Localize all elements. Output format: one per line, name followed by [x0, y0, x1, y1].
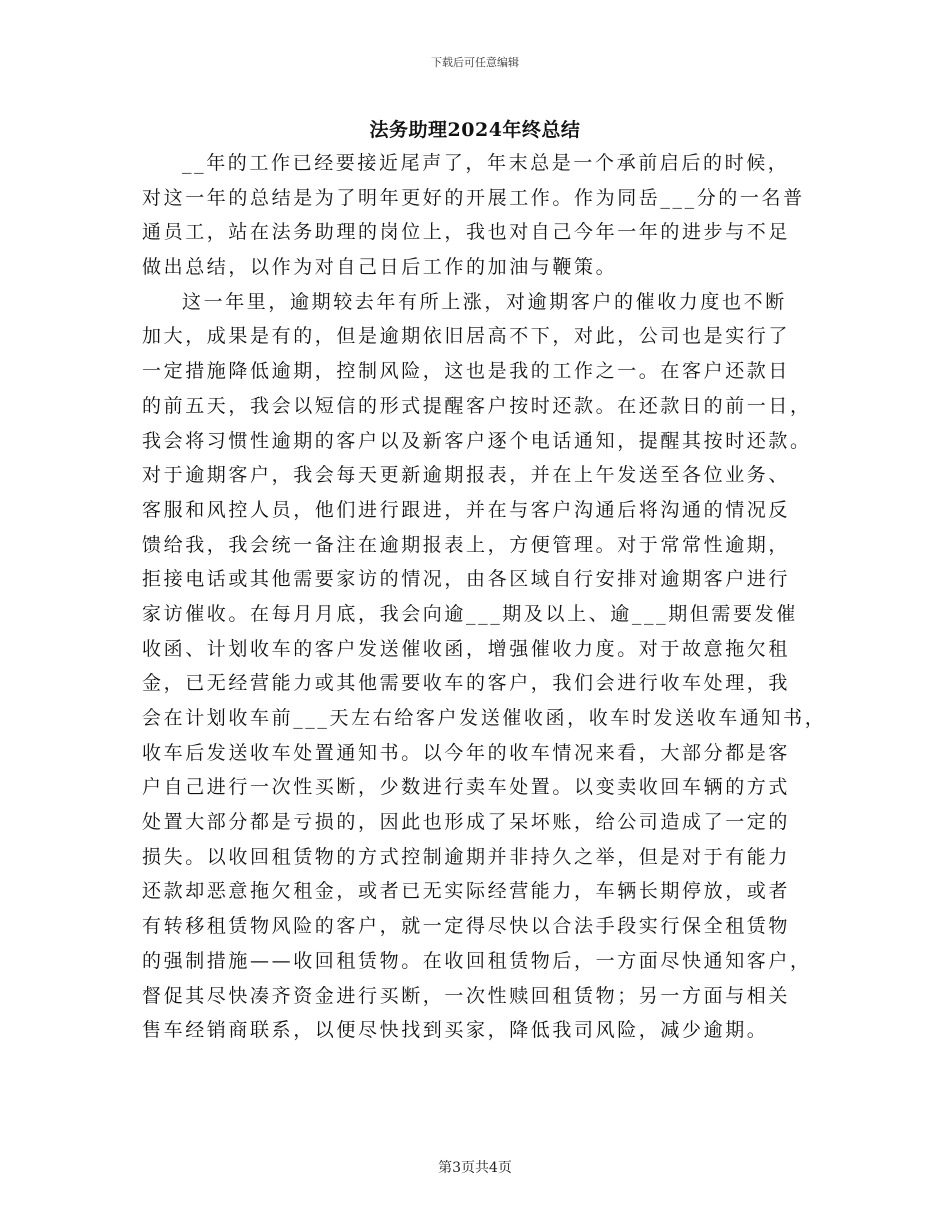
body-line: 损失。以收回租赁物的方式控制逾期并非持久之举，但是对于有能力: [142, 845, 791, 868]
body-line: 会在计划收车前___天左右给客户发送催收函，收车时发送收车通知书，: [142, 707, 827, 729]
body-line: 通员工，站在法务助理的岗位上，我也对自己今年一年的进步与不足: [142, 221, 791, 244]
body-line: 收车后发送收车处置通知书。以今年的收车情况来看，大部分都是客: [142, 741, 791, 764]
document-title: 法务助理2024年终总结: [369, 119, 581, 141]
body-line: 加大，成果是有的，但是逾期依旧居高不下，对此，公司也是实行了: [142, 325, 791, 348]
body-line: 对这一年的总结是为了明年更好的开展工作。作为同岳___分的一名普: [142, 186, 805, 209]
body-line: 处置大部分都是亏损的，因此也形成了呆坏账，给公司造成了一定的: [142, 811, 791, 834]
body-line: __年的工作已经要接近尾声了，年末总是一个承前启后的时候，: [182, 152, 790, 174]
page-number: 第3页共4页: [438, 1160, 512, 1176]
body-line: 拒接电话或其他需要家访的情况，由各区域自行安排对逾期客户进行: [142, 568, 791, 591]
body-line: 馈给我，我会统一备注在逾期报表上，方便管理。对于常常性逾期，: [142, 533, 791, 556]
body-line: 收函、计划收车的客户发送催收函，增强催收力度。对于故意拖欠租: [142, 637, 791, 660]
document-body: [142, 146, 827, 1048]
body-line: 一定措施降低逾期，控制风险，这也是我的工作之一。在客户还款日: [142, 360, 791, 383]
body-line: 我会将习惯性逾期的客户以及新客户逐个电话通知，提醒其按时还款。: [142, 429, 812, 452]
body-line: 金，已无经营能力或其他需要收车的客户，我们会进行收车处理，我: [142, 672, 791, 695]
body-line: 这一年里，逾期较去年有所上涨，对逾期客户的催收力度也不断: [182, 290, 787, 313]
body-line: 家访催收。在每月月底，我会向逾___期及以上、逾___期但需要发催: [142, 602, 798, 625]
body-line: 的前五天，我会以短信的形式提醒客户按时还款。在还款日的前一日，: [142, 394, 812, 417]
download-note: 下载后可任意编辑: [431, 56, 519, 69]
body-line: 做出总结，以作为对自己日后工作的加油与鞭策。: [142, 256, 618, 279]
body-line: 户自己进行一次性买断，少数进行卖车处置。以变卖收回车辆的方式: [142, 776, 791, 799]
body-line: 的强制措施——收回租赁物。在收回租赁物后，一方面尽快通知客户，: [142, 949, 812, 972]
body-line: 还款却恶意拖欠租金，或者已无实际经营能力，车辆长期停放，或者: [142, 880, 791, 903]
body-line: 有转移租赁物风险的客户，就一定得尽快以合法手段实行保全租赁物: [142, 915, 791, 938]
body-line: 客服和风控人员，他们进行跟进，并在与客户沟通后将沟通的情况反: [142, 498, 791, 521]
body-line: 对于逾期客户，我会每天更新逾期报表，并在上午发送至各位业务、: [142, 464, 791, 487]
body-line: 售车经销商联系，以便尽快找到买家，降低我司风险，减少逾期。: [142, 1019, 769, 1042]
body-line: 督促其尽快凑齐资金进行买断，一次性赎回租赁物；另一方面与相关: [142, 984, 791, 1007]
